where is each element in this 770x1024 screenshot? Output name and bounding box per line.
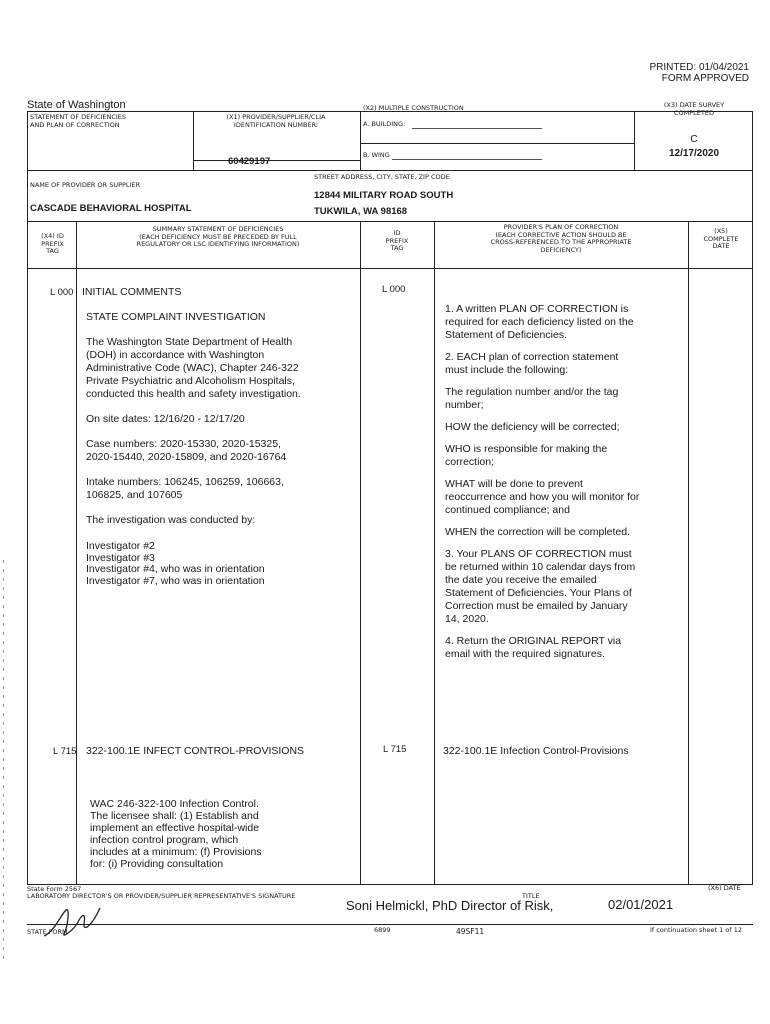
plan-text-column [445, 303, 685, 670]
street-address: 12844 MILITARY ROAD SOUTH [314, 190, 454, 201]
row-tag-mid: L 000 [382, 284, 406, 295]
plan-block: HOW the deficiency will be corrected; [445, 421, 620, 433]
state-form-label: STATE FORM [27, 928, 68, 936]
footer-code-1: 6899 [374, 926, 391, 934]
summary-block: On site dates: 12/16/20 - 12/17/20 [86, 413, 245, 425]
row-title: 322-100.1E INFECT CONTROL-PROVISIONS [86, 745, 305, 757]
col-header-plan: PROVIDER'S PLAN OF CORRECTION (EACH CORRECTIVE ACTION SHOULD BE CROSS-REFERENCED TO THE APPROPRIATE DEFICIENCY) [490, 223, 632, 254]
summary-block: Case numbers: 2020-15330, 2020-15325, 2020-15440, 2020-15809, and 2020-16764 [86, 438, 287, 463]
plan-block: WHEN the correction will be completed. [445, 526, 630, 538]
printed-date: PRINTED: 01/04/2021 [649, 62, 749, 73]
summary-block: WAC 246-322-100 Infection Control. The licensee shall: (1) Establish and implement an effective hospital-wide infection control program, which includes at a minimum: (f) Provisions for: (i) Providing consultation [90, 798, 262, 870]
footer-code-2: 49SF11 [456, 927, 485, 936]
provider-id-label: (X1) PROVIDER/SUPPLIER/CLIA IDENTIFICATION NUMBER: [226, 113, 326, 129]
summary-block: STATE COMPLAINT INVESTIGATION [86, 311, 266, 323]
summary-block: Intake numbers: 106245, 106259, 106663, 106825, and 107605 [86, 476, 284, 501]
form-approved: FORM APPROVED [661, 73, 749, 84]
state-name: State of Washington [27, 99, 126, 111]
summary-block: Investigator #2 Investigator #3 Investigator #4, who was in orientation Investigator #7, who was in orientation [86, 540, 265, 587]
form-number: State Form 2567 [27, 885, 82, 893]
continuation-sheet: If continuation sheet 1 of 12 [650, 926, 742, 934]
summary-text-column [86, 311, 356, 596]
survey-date-label: (X3) DATE SURVEY COMPLETED [663, 101, 725, 117]
row-title: INITIAL COMMENTS [82, 286, 182, 298]
date-label: (X6) DATE [708, 884, 741, 892]
title-label: TITLE [522, 892, 540, 900]
signature-date: 02/01/2021 [608, 897, 674, 912]
plan-block: 2. EACH plan of correction statement must include the following: [445, 351, 619, 376]
plan-block: WHAT will be done to prevent reoccurrence and how you will monitor for continued compliance; and [445, 478, 640, 516]
street-address-label: STREET ADDRESS, CITY, STATE, ZIP CODE [314, 173, 450, 181]
row-tag-left: L 715 [53, 746, 77, 757]
wing-label: B. WING [363, 151, 390, 159]
building-label: A. BUILDING: [363, 120, 406, 128]
plan-block: 1. A written PLAN OF CORRECTION is required for each deficiency listed on the Statement of Deficiencies. [445, 303, 634, 341]
statement-label: STATEMENT OF DEFICIENCIES AND PLAN OF CORRECTION [30, 113, 127, 129]
survey-date: 12/17/2020 [668, 148, 720, 159]
plan-block: The regulation number and/or the tag number; [445, 386, 619, 411]
plan-row-title: 322-100.1E Infection Control-Provisions [443, 745, 629, 757]
summary-block: The investigation was conducted by: [86, 514, 256, 526]
plan-block: 4. Return the ORIGINAL REPORT via email with the required signatures. [445, 635, 622, 660]
col-header-summary: SUMMARY STATEMENT OF DEFICIENCIES (EACH DEFICIENCY MUST BE PRECEDED BY FULL REGULATORY OR LSC IDENTIFYING INFORMATION) [136, 225, 300, 248]
provider-name-label: NAME OF PROVIDER OR SUPPLIER [30, 181, 141, 189]
survey-code: C [690, 134, 698, 145]
summary-block: The Washington State Department of Health (DOH) in accordance with Washington Administrative Code (WAC), Chapter 246-322 Private Psychiatric and Alcoholism Hospitals, conducted this health and safety investigation. [86, 336, 301, 400]
plan-block: 3. Your PLANS OF CORRECTION must be returned within 10 calendar days from the date you receive the emailed Statement of Deficiencies. Your Plans of Correction must be emailed by January 14, 2020. [445, 548, 636, 625]
col-header-id: ID PREFIX TAG [385, 229, 409, 252]
col-header-x4: (X4) ID PREFIX TAG [41, 232, 64, 255]
col-header-x5: (X5) COMPLETE DATE [703, 227, 739, 250]
multiple-construction-label: (X2) MULTIPLE CONSTRUCTION [363, 104, 464, 112]
signature-label: LABORATORY DIRECTOR'S OR PROVIDER/SUPPLIER REPRESENTATIVE'S SIGNATURE [27, 892, 296, 900]
city-state-zip: TUKWILA, WA 98168 [314, 206, 408, 217]
provider-name: CASCADE BEHAVIORAL HOSPITAL [30, 203, 192, 214]
plan-block: WHO is responsible for making the correction; [445, 443, 608, 468]
row-tag-left: L 000 [50, 287, 74, 298]
signer-title: Soni Helmickl, PhD Director of Risk, [346, 898, 554, 913]
row-tag-mid: L 715 [383, 744, 407, 755]
provider-id: 60429197 [228, 156, 271, 167]
